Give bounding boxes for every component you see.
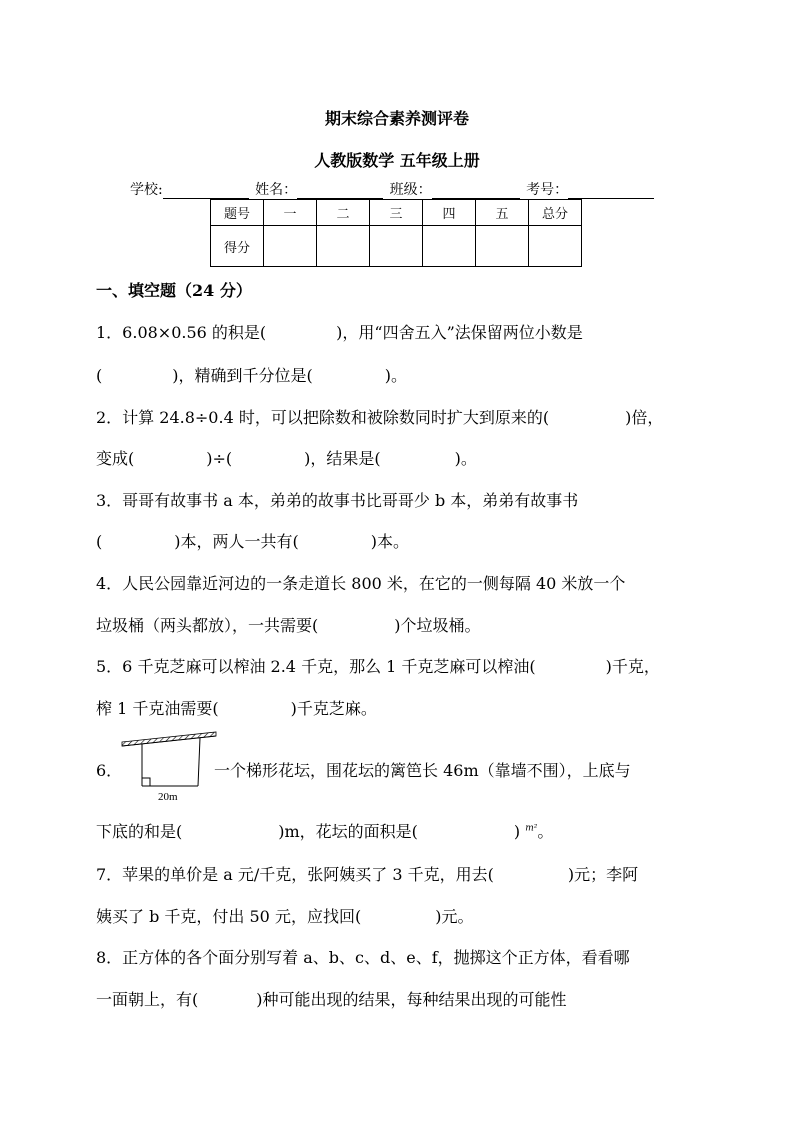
- exam-no-label: 考号：: [526, 182, 569, 198]
- score-cell[interactable]: [476, 226, 529, 267]
- score-table-header-row: [211, 200, 582, 226]
- question-5-line-1: 5．6 千克芝麻可以榨油 2.4 千克，那么 1 千克芝麻可以榨油( )千克，: [96, 657, 660, 676]
- question-2-line-1: 2．计算 24.8÷0.4 时，可以把除数和被除数同时扩大到原来的( )倍，: [96, 408, 664, 427]
- question-6-line-1: 一个梯形花坛，围花坛的篱笆长 46m（靠墙不围），上底与: [214, 761, 631, 780]
- score-header-cell: 五: [476, 200, 529, 226]
- school-field[interactable]: [163, 184, 249, 199]
- score-cell[interactable]: [370, 226, 423, 267]
- question-6-line-2: 下底的和是( )m，花坛的面积是( ) $^{m^2}$。: [96, 822, 554, 841]
- exam-subtitle: 人教版数学 五年级上册: [314, 151, 480, 170]
- score-cell[interactable]: [423, 226, 476, 267]
- trapezoid-garden-figure: [120, 730, 220, 808]
- name-label: 姓名：: [255, 182, 298, 198]
- square-meter-unit: m²: [525, 823, 538, 834]
- question-2-line-2: 变成( )÷( )，结果是( )。: [96, 449, 477, 468]
- section-heading: 一、填空题（24 分）: [96, 281, 252, 300]
- bottom-length-label: 20m: [158, 791, 178, 803]
- score-header-cell: 三: [370, 200, 423, 226]
- right-angle-mark: [142, 778, 150, 786]
- score-header-cell: 二: [317, 200, 370, 226]
- wall-hatch: [122, 732, 216, 746]
- exam-no-field[interactable]: [568, 184, 654, 199]
- question-5-line-2: 榨 1 千克油需要( )千克芝麻。: [96, 699, 377, 718]
- score-header-cell: 四: [423, 200, 476, 226]
- question-1-line-2: ( )，精确到千分位是( )。: [96, 366, 407, 385]
- class-field[interactable]: [432, 184, 520, 199]
- score-header-cell: 题号: [211, 200, 264, 226]
- question-3-line-1: 3．哥哥有故事书 a 本，弟弟的故事书比哥哥少 b 本，弟弟有故事书: [96, 491, 579, 510]
- name-field[interactable]: [297, 184, 383, 199]
- score-cell[interactable]: [264, 226, 317, 267]
- question-3-line-2: ( )本，两人一共有( )本。: [96, 532, 409, 551]
- question-4-line-1: 4．人民公园靠近河边的一条走道长 800 米，在它的一侧每隔 40 米放一个: [96, 574, 626, 593]
- score-cell[interactable]: [317, 226, 370, 267]
- school-label: 学校:: [130, 182, 163, 198]
- score-table: [210, 199, 582, 267]
- question-7-line-2: 姨买了 b 千克，付出 50 元，应找回( )元。: [96, 907, 474, 926]
- score-header-cell: 总分: [529, 200, 582, 226]
- trapezoid-right-side: [198, 738, 200, 786]
- question-1-line-1: 1．6.08×0.56 的积是( )，用“四舍五入”法保留两位小数是: [96, 323, 583, 342]
- exam-title: 期末综合素养测评卷: [324, 109, 469, 128]
- score-row-label: 得分: [211, 226, 264, 267]
- student-info-row: [130, 179, 654, 199]
- question-6-number: 6．: [96, 761, 123, 780]
- score-cell[interactable]: [529, 226, 582, 267]
- question-8-line-1: 8．正方体的各个面分别写着 a、b、c、d、e、f，抛掷这个正方体，看看哪: [96, 948, 630, 967]
- score-table-score-row: [211, 226, 582, 267]
- question-4-line-2: 垃圾桶（两头都放），一共需要( )个垃圾桶。: [96, 616, 481, 635]
- question-8-line-2: 一面朝上，有( )种可能出现的结果，每种结果出现的可能性: [96, 990, 567, 1009]
- question-7-line-1: 7．苹果的单价是 a 元/千克，张阿姨买了 3 千克，用去( )元；李阿: [96, 865, 639, 884]
- score-header-cell: 一: [264, 200, 317, 226]
- class-label: 班级：: [389, 182, 432, 198]
